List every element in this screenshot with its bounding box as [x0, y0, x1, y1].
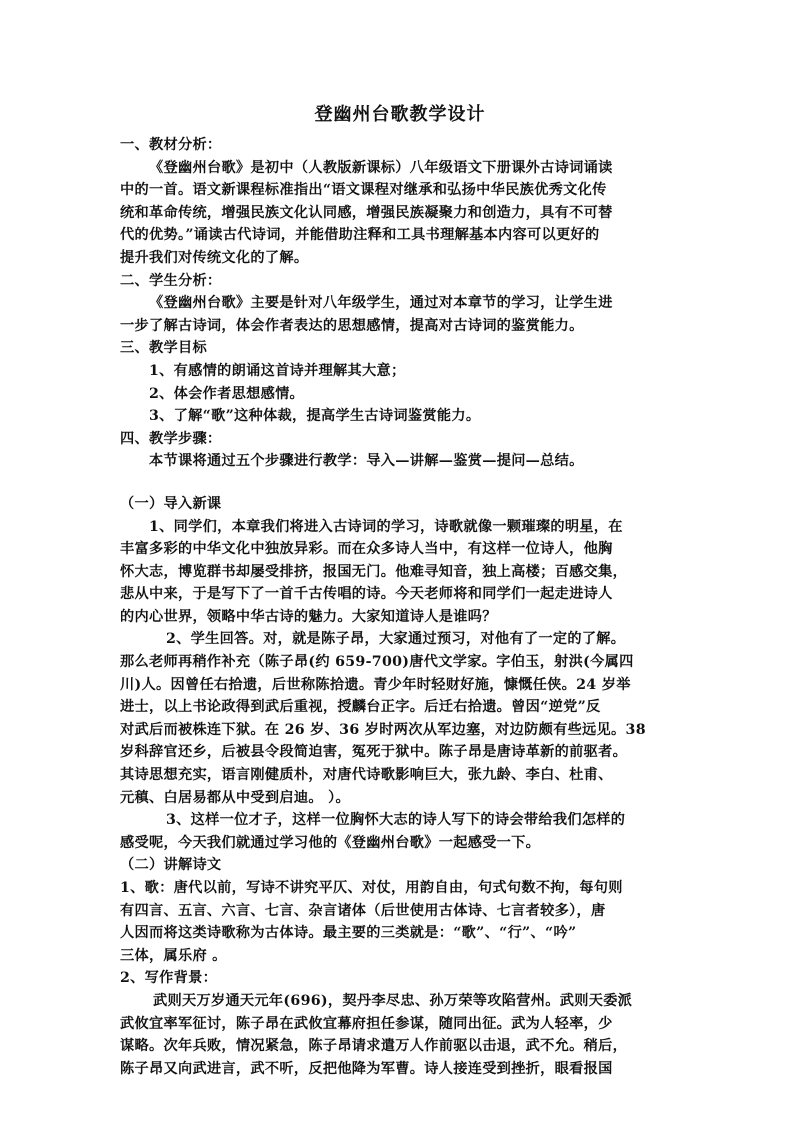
- paragraph-line: 其诗思想充实，语言刚健质朴，对唐代诗歌影响巨大，张九龄、李白、杜甫、: [120, 767, 613, 784]
- list-item: 3、了解“歌”这种体裁，提高学生古诗词鉴赏能力。: [149, 408, 481, 425]
- paragraph-line: 2、写作背景：: [120, 970, 218, 987]
- list-item: 2、体会作者思想感情。: [149, 385, 305, 402]
- section-heading: 四、教学步骤：: [120, 430, 222, 447]
- paragraph-line: 谋略。次年兵败，情况紧急，陈子昂请求遣万人作前驱以击退，武不允。稍后，: [120, 1038, 628, 1055]
- subsection-heading: （一）导入新课: [120, 495, 222, 512]
- paragraph-line: 《登幽州台歌》是初中（人教版新课标）八年级语文下册课外古诗词诵读: [149, 159, 613, 176]
- paragraph-line: 本节课将通过五个步骤进行教学：导入—讲解—鉴赏—提问—总结。: [149, 453, 584, 470]
- paragraph-line: 代的优势。”诵读古代诗词，并能借助注释和工具书理解基本内容可以更好的: [120, 227, 600, 244]
- paragraph-line: 2、学生回答。对，就是陈子昂，大家通过预习，对他有了一定的了解。: [166, 631, 626, 648]
- paragraph-line: 武则天万岁通天元年(696)，契丹李尽忠、孙万荣等攻陷营州。武则天委派: [153, 992, 633, 1009]
- paragraph-line: 有四言、五言、六言、七言、杂言诸体（后世使用古体诗、七言者较多），唐: [120, 902, 606, 919]
- paragraph-line: 岁科辞官还乡，后被县令段简迫害，冤死于狱中。陈子昂是唐诗革新的前驱者。: [120, 744, 628, 761]
- list-item: 1、有感情的朗诵这首诗并理解其大意；: [149, 362, 406, 379]
- paragraph-line: 陈子昂又向武进言，武不听，反把他降为军曹。诗人接连受到挫折，眼看报国: [120, 1060, 613, 1077]
- paragraph-line: 的内心世界，领略中华古诗的魅力。大家知道诗人是谁吗？: [120, 608, 497, 625]
- paragraph-line: 一步了解古诗词，体会作者表达的思想感情，提高对古诗词的鉴赏能力。: [120, 317, 584, 334]
- paragraph-line: 三体，属乐府 。: [120, 947, 227, 964]
- paragraph-line: 中的一首。语文新课程标准指出“语文课程对继承和弘扬中华民族优秀文化传: [120, 182, 607, 199]
- section-heading: 三、教学目标: [120, 340, 207, 357]
- paragraph-line: 那么老师再稍作补充（陈子昂(约 659-700)唐代文学家。字伯玉，射洪(今属四: [120, 654, 634, 671]
- document-title: 登幽州台歌教学设计: [314, 104, 486, 125]
- paragraph-line: 进士，以上书论政得到武后重视，授麟台正字。后迁右拾遗。曾因“逆党”反: [120, 699, 601, 716]
- paragraph-line: 武攸宜率军征讨，陈子昂在武攸宜幕府担任参谋，随同出征。武为人轻率，少: [120, 1015, 613, 1032]
- paragraph-line: 川)人。因曾任右拾遗，后世称陈拾遗。青少年时轻财好施，慷慨任侠。24 岁举: [120, 676, 631, 693]
- paragraph-line: 3、这样一位才子，这样一位胸怀大志的诗人写下的诗会带给我们怎样的: [166, 812, 626, 829]
- paragraph-line: 统和革命传统，增强民族文化认同感，增强民族凝聚力和创造力，具有不可替: [120, 204, 613, 221]
- paragraph-line: 丰富多彩的中华文化中独放异彩。而在众多诗人当中，有这样一位诗人，他胸: [120, 541, 613, 558]
- paragraph-line: 1、同学们，本章我们将进入古诗词的学习，诗歌就像一颗璀璨的明星，在: [149, 518, 623, 535]
- subsection-heading: （二）讲解诗文: [120, 857, 222, 874]
- section-heading: 二、学生分析：: [120, 272, 222, 289]
- document-page: [120, 102, 680, 1080]
- section-heading: 一、教材分析：: [120, 137, 222, 153]
- paragraph-line: 1、歌：唐代以前，写诗不讲究平仄、对仗，用韵自由，句式句数不拘，每句则: [120, 880, 623, 896]
- paragraph-line: 感受呢，今天我们就通过学习他的《登幽州台歌》一起感受一下。: [120, 834, 541, 851]
- paragraph-line: 提升我们对传统文化的了解。: [120, 249, 309, 266]
- paragraph-line: 人因而将这类诗歌称为古体诗。最主要的三类就是：“歌”、“行”、“吟”: [120, 925, 577, 942]
- paragraph-line: 悲从中来，于是写下了一首千古传唱的诗。今天老师将和同学们一起走进诗人: [120, 586, 613, 603]
- paragraph-line: 《登幽州台歌》主要是针对八年级学生，通过对本章节的学习，让学生进: [149, 295, 613, 312]
- paragraph-line: 元稹、白居易都从中受到启迪。 ）。: [120, 789, 350, 806]
- spacer: [120, 473, 680, 493]
- paragraph-line: 对武后而被株连下狱。在 26 岁、36 岁时两次从军边塞，对边防颇有些远见。38: [120, 721, 646, 738]
- paragraph-line: 怀大志，博览群书却屡受排挤，报国无门。他难寻知音，独上高楼；百感交集，: [120, 563, 628, 580]
